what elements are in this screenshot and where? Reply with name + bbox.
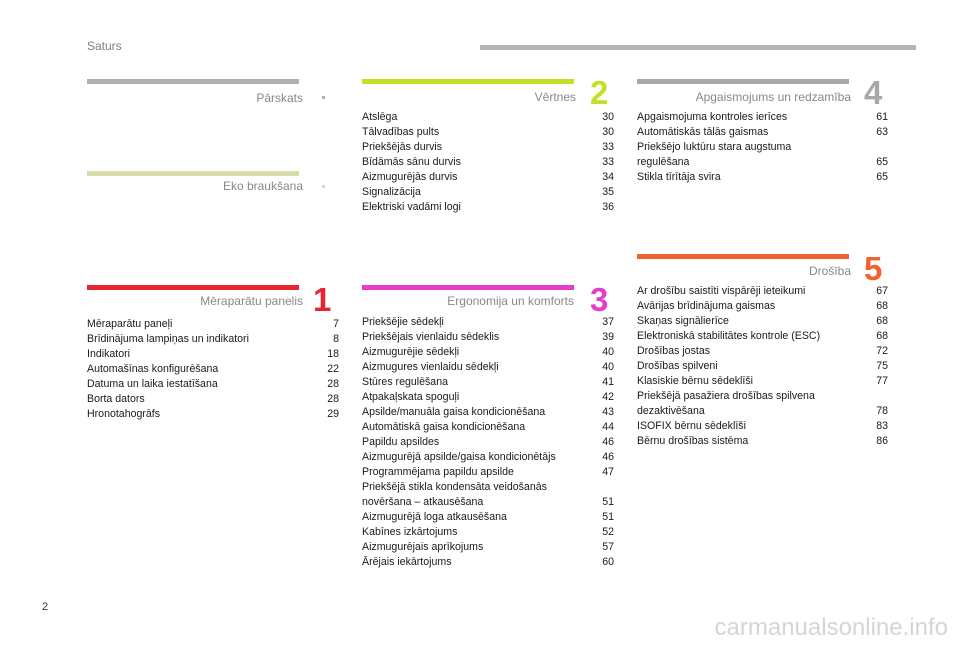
toc-entry-title: Automašīnas konfigurēšana: [87, 363, 219, 375]
toc-entry-page: 60: [602, 556, 614, 568]
toc-entry[interactable]: [362, 480, 614, 510]
toc-entry[interactable]: [87, 347, 339, 362]
toc-entry-page: 33: [602, 156, 614, 168]
toc-entry[interactable]: [362, 525, 614, 540]
toc-entry-page: 28: [327, 393, 339, 405]
toc-entry-page: 61: [876, 111, 888, 123]
toc-entry-title: Drošības spilveni: [637, 360, 718, 372]
toc-entry-page: 68: [876, 315, 888, 327]
toc-entry[interactable]: [362, 140, 614, 155]
toc-list-4: [637, 110, 888, 185]
toc-entry-page: 46: [602, 436, 614, 448]
section-title-4[interactable]: Apgaismojums un redzamība: [695, 90, 851, 104]
toc-entry[interactable]: [362, 330, 614, 345]
section-bar-1: [87, 285, 299, 290]
toc-entry-title: Klasiskie bērnu sēdeklīši: [637, 375, 753, 387]
toc-entry-page: 51: [602, 496, 614, 508]
toc-entry[interactable]: [362, 345, 614, 360]
toc-entry-title: Bērnu drošības sistēma: [637, 435, 749, 447]
toc-entry-title: Priekšējie sēdekļi: [362, 316, 444, 328]
toc-entry-page: 52: [602, 526, 614, 538]
section-marker-parskats: [322, 96, 325, 99]
toc-entry-title: Aizmugurējie sēdekļi: [362, 346, 460, 358]
toc-entry[interactable]: [362, 110, 614, 125]
toc-entry-title: Signalizācija: [362, 186, 421, 198]
toc-entry-page: 28: [327, 378, 339, 390]
toc-entry-title: Priekšējo luktūru stara augstuma regulēšana: [637, 141, 792, 168]
toc-entry-page: 7: [333, 318, 339, 330]
toc-entry-title: Priekšējās durvis: [362, 141, 443, 153]
section-title-parskats[interactable]: Pārskats: [256, 91, 303, 105]
toc-entry-title: Priekšējais vienlaidu sēdeklis: [362, 331, 500, 343]
toc-entry[interactable]: [362, 555, 614, 570]
toc-entry[interactable]: [637, 299, 888, 314]
toc-entry-title: Aizmugurējais aprīkojums: [362, 541, 484, 553]
section-title-5[interactable]: Drošība: [808, 264, 851, 278]
toc-entry[interactable]: [637, 419, 888, 434]
toc-list-3: [362, 315, 614, 570]
toc-entry[interactable]: [362, 125, 614, 140]
toc-entry-title: Aizmugures vienlaidu sēdekļi: [362, 361, 499, 373]
toc-entry-title: Priekšējā pasažiera drošības spilvena dezaktivēšana: [637, 390, 815, 417]
toc-entry-page: 44: [602, 421, 614, 433]
toc-entry-title: Automātiskā gaisa kondicionēšana: [362, 421, 526, 433]
toc-entry-page: 36: [602, 201, 614, 213]
toc-entry-title: Stikla tīrītāja svira: [637, 171, 721, 183]
section-bar-4: [637, 79, 849, 84]
toc-entry-page: 65: [876, 156, 888, 168]
toc-entry[interactable]: [362, 185, 614, 200]
toc-entry-title: Atpakaļskata spoguļi: [362, 391, 460, 403]
toc-entry-page: 42: [602, 391, 614, 403]
toc-entry[interactable]: [362, 170, 614, 185]
toc-entry-page: 22: [327, 363, 339, 375]
page-number: 2: [42, 601, 49, 613]
page-header-title: Saturs: [87, 39, 122, 53]
toc-entry[interactable]: [637, 170, 888, 185]
toc-entry-page: 34: [602, 171, 614, 183]
toc-entry-title: Indikatori: [87, 348, 130, 360]
toc-entry-title: Bīdāmās sānu durvis: [362, 156, 461, 168]
toc-list-2: [362, 110, 614, 215]
toc-entry-title: Apsilde/manuāla gaisa kondicionēšana: [362, 406, 546, 418]
toc-entry-title: Priekšējā stikla kondensāta veidošanās novēršana – atkausēšana: [362, 481, 547, 508]
toc-entry-title: Mēraparātu paneļi: [87, 318, 173, 330]
section-bar-eko: [87, 171, 299, 176]
toc-entry-title: Avārijas brīdinājuma gaismas: [637, 300, 776, 312]
toc-entry[interactable]: [362, 200, 614, 215]
toc-entry-title: Stūres regulēšana: [362, 376, 448, 388]
toc-entry-page: 40: [602, 346, 614, 358]
watermark-text: carmanualsonline.info: [714, 614, 948, 641]
toc-entry-page: 67: [876, 285, 888, 297]
toc-entry[interactable]: [637, 344, 888, 359]
toc-entry[interactable]: [362, 450, 614, 465]
toc-entry-title: Atslēga: [362, 111, 398, 123]
toc-entry-page: 72: [876, 345, 888, 357]
toc-entry[interactable]: [637, 314, 888, 329]
toc-entry-page: 37: [602, 316, 614, 328]
section-marker-eko: [322, 185, 325, 188]
toc-entry[interactable]: [362, 420, 614, 435]
toc-entry[interactable]: [87, 407, 339, 422]
toc-entry-title: Aizmugurējā loga atkausēšana: [362, 511, 507, 523]
toc-entry-title: Skaņas signālierīce: [637, 315, 729, 327]
toc-entry-page: 77: [876, 375, 888, 387]
toc-entry-page: 47: [602, 466, 614, 478]
toc-entry-title: Tālvadības pults: [362, 126, 440, 138]
toc-entry-page: 39: [602, 331, 614, 343]
header-rule: [480, 45, 916, 50]
toc-entry[interactable]: [87, 317, 339, 332]
toc-entry-title: Apgaismojuma kontroles ierīces: [637, 111, 788, 123]
toc-entry-title: Elektroniskā stabilitātes kontrole (ESC): [637, 330, 821, 342]
toc-entry-title: Brīdinājuma lampiņas un indikatori: [87, 333, 249, 345]
toc-entry[interactable]: [362, 375, 614, 390]
toc-entry-page: 46: [602, 451, 614, 463]
section-title-3[interactable]: Ergonomija un komforts: [447, 294, 574, 308]
toc-entry-page: 30: [602, 126, 614, 138]
toc-entry-title: Aizmugurējā apsilde/gaisa kondicionētājs: [362, 451, 556, 463]
toc-entry[interactable]: [362, 390, 614, 405]
toc-entry-title: Automātiskās tālās gaismas: [637, 126, 769, 138]
toc-entry[interactable]: [637, 374, 888, 389]
toc-entry-page: 41: [602, 376, 614, 388]
toc-entry[interactable]: [637, 125, 888, 140]
toc-entry-page: 35: [602, 186, 614, 198]
section-title-1[interactable]: Mēraparātu panelis: [200, 294, 303, 308]
section-number-1: 1: [313, 281, 332, 318]
section-title-eko[interactable]: Eko braukšana: [222, 179, 303, 193]
toc-entry-page: 75: [876, 360, 888, 372]
toc-entry[interactable]: [87, 377, 339, 392]
toc-entry[interactable]: [87, 362, 339, 377]
toc-entry-page: 51: [602, 511, 614, 523]
section-bar-5: [637, 254, 849, 259]
toc-entry-title: Papildu apsildes: [362, 436, 440, 448]
toc-entry-page: 86: [876, 435, 888, 447]
toc-entry-page: 83: [876, 420, 888, 432]
section-bar-2: [362, 79, 574, 84]
toc-entry-title: Ārējais iekārtojums: [362, 556, 452, 568]
toc-entry[interactable]: [637, 284, 888, 299]
toc-entry[interactable]: [637, 434, 888, 449]
toc-entry-title: Datuma un laika iestatīšana: [87, 378, 218, 390]
toc-entry[interactable]: [637, 359, 888, 374]
toc-entry-page: 40: [602, 361, 614, 373]
toc-entry[interactable]: [637, 140, 888, 170]
toc-entry-page: 57: [602, 541, 614, 553]
toc-entry-page: 68: [876, 300, 888, 312]
toc-entry-page: 78: [876, 405, 888, 417]
toc-entry[interactable]: [637, 389, 888, 419]
toc-entry[interactable]: [637, 329, 888, 344]
toc-entry[interactable]: [362, 405, 614, 420]
toc-entry-title: Elektriski vadāmi logi: [362, 201, 461, 213]
toc-entry-title: Hronotahogrāfs: [87, 408, 161, 420]
section-number-3: 3: [590, 281, 609, 318]
toc-entry-title: Kabīnes izkārtojums: [362, 526, 458, 538]
toc-entry[interactable]: [362, 360, 614, 375]
toc-entry-page: 63: [876, 126, 888, 138]
toc-entry[interactable]: [362, 510, 614, 525]
section-bar-parskats: [87, 79, 299, 84]
toc-entry[interactable]: [87, 392, 339, 407]
section-number-5: 5: [864, 250, 883, 287]
toc-entry[interactable]: [362, 540, 614, 555]
toc-entry[interactable]: [362, 315, 614, 330]
section-title-2[interactable]: Vērtnes: [534, 90, 576, 104]
toc-list-1: [87, 317, 339, 422]
toc-entry-title: Borta dators: [87, 393, 145, 405]
toc-entry[interactable]: [362, 155, 614, 170]
toc-entry-title: ISOFIX bērnu sēdeklīši: [637, 420, 746, 432]
toc-entry-page: 68: [876, 330, 888, 342]
toc-entry-page: 18: [327, 348, 339, 360]
toc-entry-title: Ar drošību saistīti vispārēji ieteikumi: [637, 285, 806, 297]
toc-entry[interactable]: [87, 332, 339, 347]
toc-entry-page: 65: [876, 171, 888, 183]
toc-entry-page: 30: [602, 111, 614, 123]
section-bar-3: [362, 285, 574, 290]
toc-entry-title: Drošības jostas: [637, 345, 711, 357]
toc-entry-page: 29: [327, 408, 339, 420]
toc-list-5: [637, 284, 888, 449]
toc-entry[interactable]: [637, 110, 888, 125]
toc-entry-title: Aizmugurējās durvis: [362, 171, 458, 183]
section-number-2: 2: [590, 74, 609, 111]
toc-entry-page: 33: [602, 141, 614, 153]
toc-entry-title: Programmējama papildu apsilde: [362, 466, 514, 478]
toc-entry-page: 43: [602, 406, 614, 418]
toc-entry[interactable]: [362, 465, 614, 480]
toc-entry[interactable]: [362, 435, 614, 450]
section-number-4: 4: [864, 74, 883, 111]
toc-entry-page: 8: [333, 333, 339, 345]
